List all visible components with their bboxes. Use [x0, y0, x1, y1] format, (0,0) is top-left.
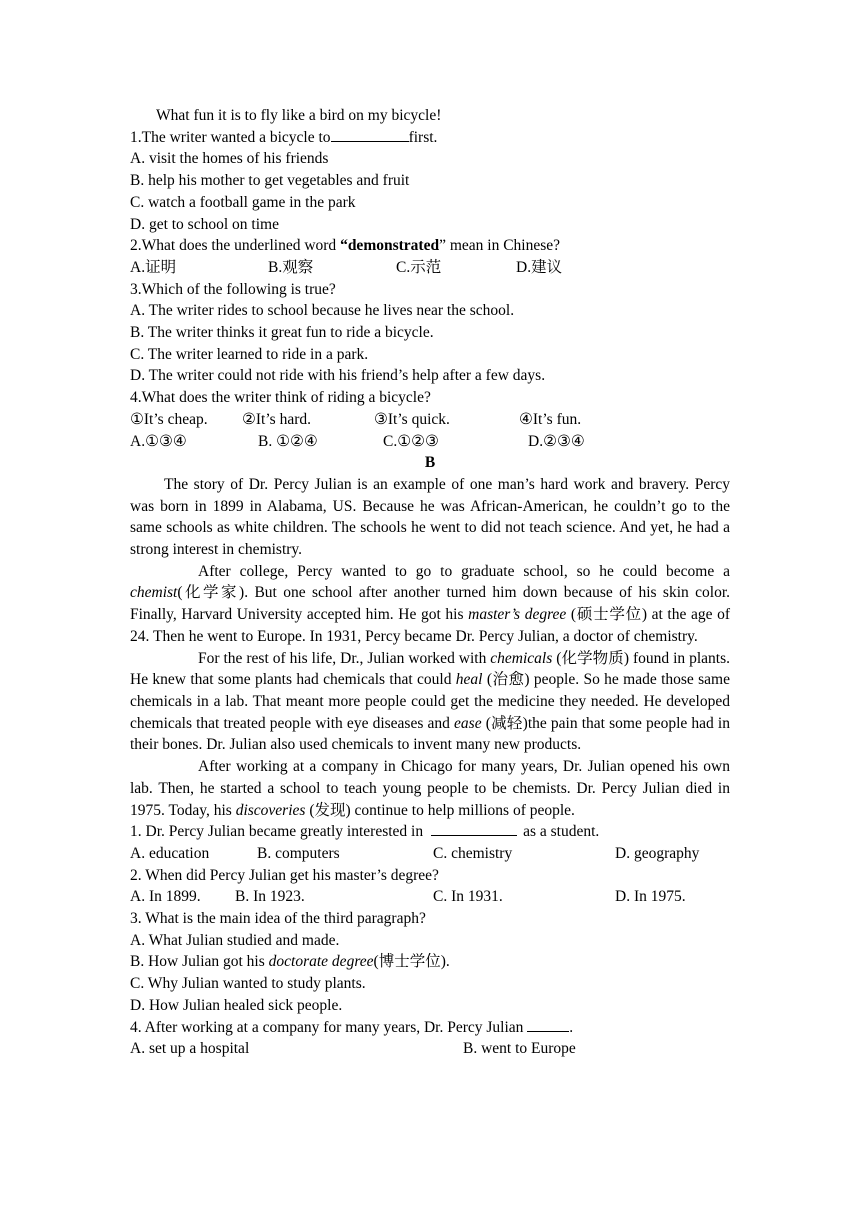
statement: ③It’s quick.: [374, 410, 450, 428]
option: D. In 1975.: [615, 888, 686, 906]
option: B. In 1923.: [235, 888, 305, 906]
option: B. computers: [257, 844, 340, 862]
answer-blank: [331, 127, 409, 142]
options-row: [130, 1038, 730, 1060]
option: A. In 1899.: [130, 888, 201, 906]
paragraph-2: After college, Percy wanted to go to graduate school, so he could become a chemist(化学家). But one school after another turned him down because of his skin color. Finally, Harvard University accepted him. He got his master’s degree (硕士学位) at the age of 24. Then he went to Europe. In 1931, Percy became Dr. Percy Julian, a doctor of chemistry.: [130, 562, 730, 645]
option: C. In 1931.: [433, 888, 503, 906]
option: D. The writer could not ride with his friend’s help after a few days.: [130, 367, 546, 385]
section-heading: B: [424, 454, 436, 472]
option: C. Why Julian wanted to study plants.: [130, 975, 366, 993]
option: A.证明: [130, 258, 177, 276]
question-a4: 4.What does the writer think of riding a bicycle?: [130, 389, 431, 407]
question-a3: 3.Which of the following is true?: [130, 280, 336, 298]
document-page: [130, 105, 730, 1060]
option: D. How Julian healed sick people.: [130, 996, 343, 1014]
options-row: [130, 843, 730, 865]
option: C. chemistry: [433, 844, 513, 862]
option: A. visit the homes of his friends: [130, 150, 329, 168]
options-row: [130, 886, 730, 908]
question-b3: 3. What is the main idea of the third paragraph?: [130, 910, 426, 928]
question-b2: 2. When did Percy Julian get his master’s degree?: [130, 866, 439, 884]
highlighted-word: “demonstrated: [340, 237, 440, 255]
option: D. geography: [615, 844, 700, 862]
question-a1: 1.The writer wanted a bicycle to first.: [130, 128, 438, 146]
option: A. set up a hospital: [130, 1040, 250, 1058]
option: B. went to Europe: [463, 1040, 576, 1058]
answer-blank: [527, 1017, 569, 1032]
answer-blank: [431, 821, 517, 836]
option: B. The writer thinks it great fun to ride a bicycle.: [130, 324, 434, 342]
options-row: [130, 431, 730, 453]
paragraph-1: The story of Dr. Percy Julian is an example of one man’s hard work and bravery. Percy was born in 1899 in Alabama, US. Because he was African-American, he couldn’t go to the same schools as white children. The schools he went to did not teach science. And yet, he had a strong interest in chemistry.: [130, 475, 730, 559]
option: A. What Julian studied and made.: [130, 931, 340, 949]
paragraph-3: For the rest of his life, Dr., Julian worked with chemicals (化学物质) found in plants. He knew that some plants had chemicals that could heal (治愈) people. So he made those same chemicals in a lab. That meant more people could get the medicine they needed. He developed chemicals that treated people with eye diseases and ease (减轻)the pain that some people had in their bones. Dr. Julian also used chemicals to invent many new products.: [130, 649, 730, 754]
question-b1: 1. Dr. Percy Julian became greatly interested in as a student.: [130, 823, 600, 841]
option: C.示范: [396, 258, 442, 276]
option: C. The writer learned to ride in a park.: [130, 345, 369, 363]
option: B.观察: [268, 258, 314, 276]
option: D.建议: [516, 258, 563, 276]
option: A.①③④: [130, 432, 187, 450]
question-a2: 2.What does the underlined word “demonstrated” mean in Chinese?: [130, 237, 561, 255]
option: C.①②③: [383, 432, 439, 450]
options-row: [130, 257, 730, 279]
option: A. education: [130, 844, 210, 862]
option: B. help his mother to get vegetables and fruit: [130, 172, 410, 190]
option: B. ①②④: [258, 432, 318, 450]
passage-a-closing-line: What fun it is to fly like a bird on my bicycle!: [156, 107, 442, 124]
paragraph-4: After working at a company in Chicago for many years, Dr. Julian opened his own lab. Then, he started a school to teach young people to be chemists. Dr. Percy Julian died in 1975. Today, his discoveries (发现) continue to help millions of people.: [130, 758, 730, 819]
option: B. How Julian got his doctorate degree(博士学位).: [130, 953, 450, 971]
statement: ④It’s fun.: [519, 410, 582, 428]
option: C. watch a football game in the park: [130, 193, 356, 211]
statement: ②It’s hard.: [242, 410, 311, 428]
option: A. The writer rides to school because he lives near the school.: [130, 302, 515, 320]
statements-row: [130, 409, 730, 431]
option: D.②③④: [528, 432, 585, 450]
question-b4: 4. After working at a company for many years, Dr. Percy Julian .: [130, 1018, 574, 1036]
option: D. get to school on time: [130, 215, 279, 233]
statement: ①It’s cheap.: [130, 410, 208, 428]
